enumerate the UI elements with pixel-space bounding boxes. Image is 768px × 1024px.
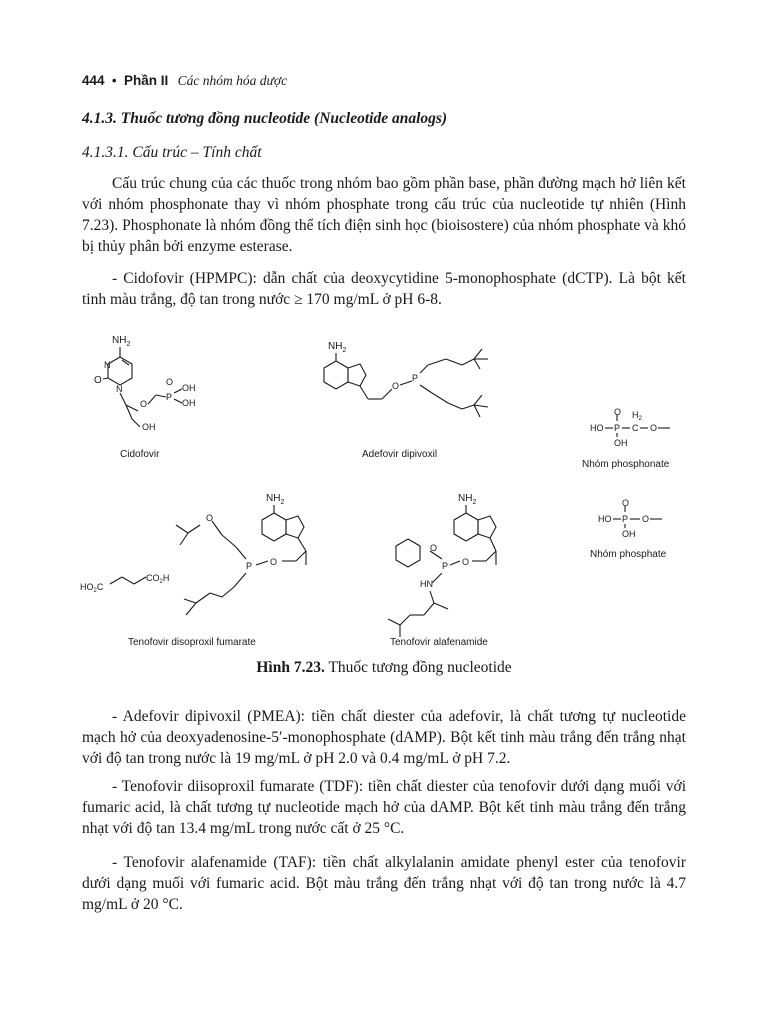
figure-caption: [0, 659, 768, 677]
section-subheading: 4.1.3.1. Cấu trúc – Tính chất: [82, 144, 262, 161]
phosphate-structure: [598, 498, 662, 539]
svg-text:P: P: [412, 373, 419, 383]
running-header: [82, 73, 287, 89]
svg-text:OH: OH: [182, 383, 196, 393]
tdf-structure: [80, 493, 306, 615]
svg-text:O: O: [206, 513, 214, 523]
svg-text:P: P: [166, 392, 173, 402]
svg-text:O: O: [166, 377, 174, 387]
caption-label: Hình 7.23.: [256, 659, 325, 676]
svg-text:OH: OH: [614, 438, 628, 448]
header-title: Các nhóm hóa dược: [177, 73, 288, 88]
taf-structure: [388, 493, 496, 637]
svg-text:NH2: $NH_2$: [458, 493, 477, 506]
svg-text:O: O: [462, 557, 470, 567]
paragraph-taf: - Tenofovir alafenamide (TAF): tiền chất alkylalanin amidate phenyl ester của tenofovir dưới dạng muối với fumaric acid. Bột màu trắng đến trắng nhạt với độ tan trong nước là 4.7 mg/mL ở 20 °C.: [82, 854, 686, 913]
paragraph-intro: Cấu trúc chung của các thuốc trong nhóm bao gồm phần base, phần đường mạch hở liên kết với nhóm phosphonate thay vì nhóm phosphate trong cấu trúc của nucleotide tự nhiên (Hình 7.23). Phosphonate là nhóm đồng thể tích điện sinh học (bioisostere) của nhóm phosphate và khó bị thủy phân bởi enzyme esterase.: [82, 175, 686, 255]
adefovir-structure: [324, 341, 488, 417]
svg-text:H2: $H_2$: [632, 410, 642, 422]
svg-text:OH: OH: [622, 529, 636, 539]
paragraph-adefovir: - Adefovir dipivoxil (PMEA): tiền chất diester của adefovir, là chất tương tự nucleotide mạch hở của deoxyadenosine-5′-monophosphate (dAMP). Bột kết tinh màu trắng đến trắng nhạt với độ tan trong nước là 19 mg/mL ở pH 2.0 và 0.4 mg/mL ở pH 7.2.: [82, 708, 686, 767]
paragraph-cidofovir: - Cidofovir (HPMPC): dẫn chất của deoxycytidine 5-monophosphate (dCTP). Là bột kết tinh màu trắng, độ tan trong nước ≥ 170 mg/mL ở pH 6-8.: [82, 270, 686, 308]
phosphonate-structure: [590, 407, 670, 448]
svg-text:HO: HO: [590, 423, 604, 433]
svg-text:C: C: [632, 423, 639, 433]
svg-text:O: O: [270, 557, 278, 567]
svg-text:OH: OH: [182, 398, 196, 408]
svg-text:O: O: [642, 514, 650, 524]
svg-text:P: P: [246, 561, 253, 571]
svg-text:HO: HO: [598, 514, 612, 524]
label-phosphonate: Nhóm phosphonate: [582, 459, 670, 470]
svg-text:NH2: $NH_2$: [112, 335, 131, 348]
svg-text:O: O: [622, 498, 630, 508]
label-taf: Tenofovir alafenamide: [390, 637, 488, 648]
svg-text:O: O: [614, 407, 622, 417]
svg-text:O: O: [430, 543, 438, 553]
page-number: 444: [82, 73, 105, 88]
svg-text:N: N: [104, 360, 111, 370]
svg-text:O: O: [94, 375, 102, 386]
header-part: Phần II: [124, 73, 169, 88]
svg-text:NH2: $NH_2$: [266, 493, 285, 506]
paragraph-tdf: - Tenofovir diisoproxil fumarate (TDF): tiền chất diester của tenofovir dưới dạng muối với fumaric acid, là chất tương tự nucleotide mạch hở của dAMP. Bột kết tinh màu trắng đến trắng nhạt với độ tan 13.4 mg/mL trong nước cất ở 25 °C.: [82, 778, 686, 837]
svg-text:P: P: [614, 423, 621, 433]
svg-text:CO2H: $CO_2H$: [146, 573, 170, 585]
svg-text:O: O: [140, 399, 148, 409]
svg-text:P: P: [442, 561, 449, 571]
label-adefovir: Adefovir dipivoxil: [362, 449, 438, 460]
cidofovir-structure: [94, 335, 196, 432]
label-phosphate: Nhóm phosphate: [590, 549, 667, 560]
header-bullet: •: [111, 73, 117, 88]
caption-text: Thuốc tương đồng nucleotide: [328, 659, 512, 676]
label-cidofovir: Cidofovir: [120, 449, 160, 460]
svg-text:HO2C: $HO_2C$: [80, 582, 104, 594]
label-tdf: Tenofovir disoproxil fumarate: [128, 637, 256, 648]
svg-text:NH2: $NH_2$: [328, 341, 347, 354]
svg-text:HN: HN: [420, 579, 433, 589]
figure-7-23: [70, 325, 700, 655]
svg-text:OH: OH: [142, 422, 156, 432]
svg-text:O: O: [392, 381, 400, 391]
svg-text:N: N: [116, 384, 123, 394]
section-heading: 4.1.3. Thuốc tương đồng nucleotide (Nucleotide analogs): [82, 110, 448, 127]
svg-text:O: O: [650, 423, 658, 433]
structures-drawing: [70, 325, 700, 655]
svg-text:P: P: [622, 514, 629, 524]
